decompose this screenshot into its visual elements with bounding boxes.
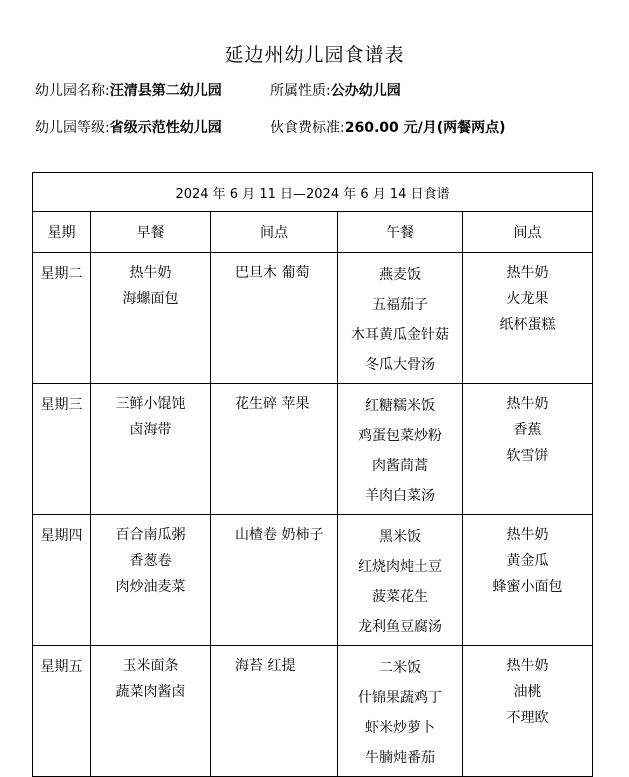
menu-item: 木耳黄瓜金针菇: [351, 327, 449, 343]
table-row: [33, 515, 593, 646]
menu-item: 肉酱茼蒿: [372, 458, 428, 474]
menu-item: 牛腩炖番茄: [365, 750, 435, 766]
menu-item: 百合南瓜粥: [115, 527, 186, 543]
menu-item: 玉米面条: [122, 658, 179, 674]
menu-item: 黄金瓜: [506, 553, 549, 569]
page-title: 延边州幼儿园食谱表: [224, 44, 405, 66]
breakfast-cell: [91, 253, 211, 384]
menu-item: 虾米炒萝卜: [365, 720, 435, 736]
snack-1-cell: [211, 253, 338, 384]
header-weekday: 星期: [33, 212, 91, 253]
snack-2-cell: [463, 384, 593, 515]
menu-item: 热牛奶: [129, 265, 172, 281]
info-row-1: [35, 80, 615, 100]
menu-item: 山楂卷 奶柿子: [235, 527, 324, 543]
day-name: 星期四: [33, 515, 91, 646]
snack-2-cell: [463, 253, 593, 384]
menu-item: 热牛奶: [506, 396, 549, 412]
menu-item: 纸杯蛋糕: [499, 317, 556, 333]
breakfast-cell: [91, 384, 211, 515]
menu-item: 热牛奶: [506, 265, 549, 281]
lunch-cell: [338, 384, 463, 515]
snack-2-cell: [463, 515, 593, 646]
fee-value: 260.00 元/月(两餐两点): [344, 120, 506, 136]
nature-group: [270, 80, 401, 100]
lunch-cell: [338, 253, 463, 384]
snack-1-cell: [211, 384, 338, 515]
nature-label: 所属性质:: [270, 83, 331, 99]
table-row: [33, 384, 593, 515]
lunch-cell: [338, 515, 463, 646]
header-lunch: 午餐: [338, 212, 463, 253]
menu-item: 软雪饼: [506, 448, 549, 464]
grade-value: 省级示范性幼儿园: [109, 120, 222, 136]
menu-table: [32, 172, 593, 777]
menu-item: 香蕉: [513, 422, 542, 438]
menu-item: 巴旦木 葡萄: [235, 265, 310, 281]
day-name: 星期五: [33, 646, 91, 777]
menu-item: 红烧肉炖土豆: [358, 559, 442, 575]
day-name: 星期三: [33, 384, 91, 515]
nature-value: 公办幼儿园: [330, 83, 401, 99]
menu-item: 燕麦饭: [379, 267, 421, 283]
menu-item: 油桃: [513, 684, 542, 700]
menu-item: 菠菜花生: [372, 589, 428, 605]
menu-item: 肉炒油麦菜: [115, 579, 186, 595]
header-breakfast: 早餐: [91, 212, 211, 253]
fee-label: 伙食费标准:: [270, 120, 345, 136]
kindergarten-name-value: 汪清县第二幼儿园: [109, 83, 222, 99]
grade-label: 幼儿园等级:: [35, 120, 110, 136]
header-snack-2: 间点: [463, 212, 593, 253]
menu-item: 火龙果: [506, 291, 549, 307]
header-snack-1: 间点: [211, 212, 338, 253]
menu-item: 冬瓜大骨汤: [365, 357, 435, 373]
kindergarten-name-label: 幼儿园名称:: [35, 83, 110, 99]
menu-item: 海苔 红提: [235, 658, 296, 674]
menu-item: 二米饭: [379, 660, 421, 676]
menu-item: 热牛奶: [506, 658, 549, 674]
snack-2-cell: [463, 646, 593, 777]
menu-item: 什锦果蔬鸡丁: [358, 690, 442, 706]
snack-1-cell: [211, 646, 338, 777]
breakfast-cell: [91, 515, 211, 646]
day-name: 星期二: [33, 253, 91, 384]
menu-item: 三鲜小馄饨: [115, 396, 186, 412]
menu-item: 五福茄子: [372, 297, 428, 313]
menu-item: 花生碎 苹果: [235, 396, 310, 412]
snack-1-cell: [211, 515, 338, 646]
menu-item: 热牛奶: [506, 527, 549, 543]
menu-item: 不理欧: [506, 710, 549, 726]
breakfast-cell: [91, 646, 211, 777]
fee-group: [270, 117, 506, 137]
menu-item: 蔬菜肉酱卤: [115, 684, 186, 700]
menu-item: 卤海带: [129, 422, 172, 438]
menu-item: 黑米饭: [379, 529, 421, 545]
menu-item: 香葱卷: [129, 553, 172, 569]
lunch-cell: [338, 646, 463, 777]
menu-item: 鸡蛋包菜炒粉: [358, 428, 442, 444]
menu-item: 羊肉白菜汤: [365, 488, 435, 504]
table-row: [33, 253, 593, 384]
menu-item: 红糖糯米饭: [365, 398, 435, 414]
menu-item: 蜂蜜小面包: [492, 579, 563, 595]
info-row-2: [35, 117, 615, 137]
table-row: [33, 646, 593, 777]
date-range: 2024 年 6 月 11 日—2024 年 6 月 14 日食谱: [33, 173, 593, 212]
menu-item: 龙利鱼豆腐汤: [358, 619, 442, 635]
menu-item: 海螺面包: [122, 291, 179, 307]
